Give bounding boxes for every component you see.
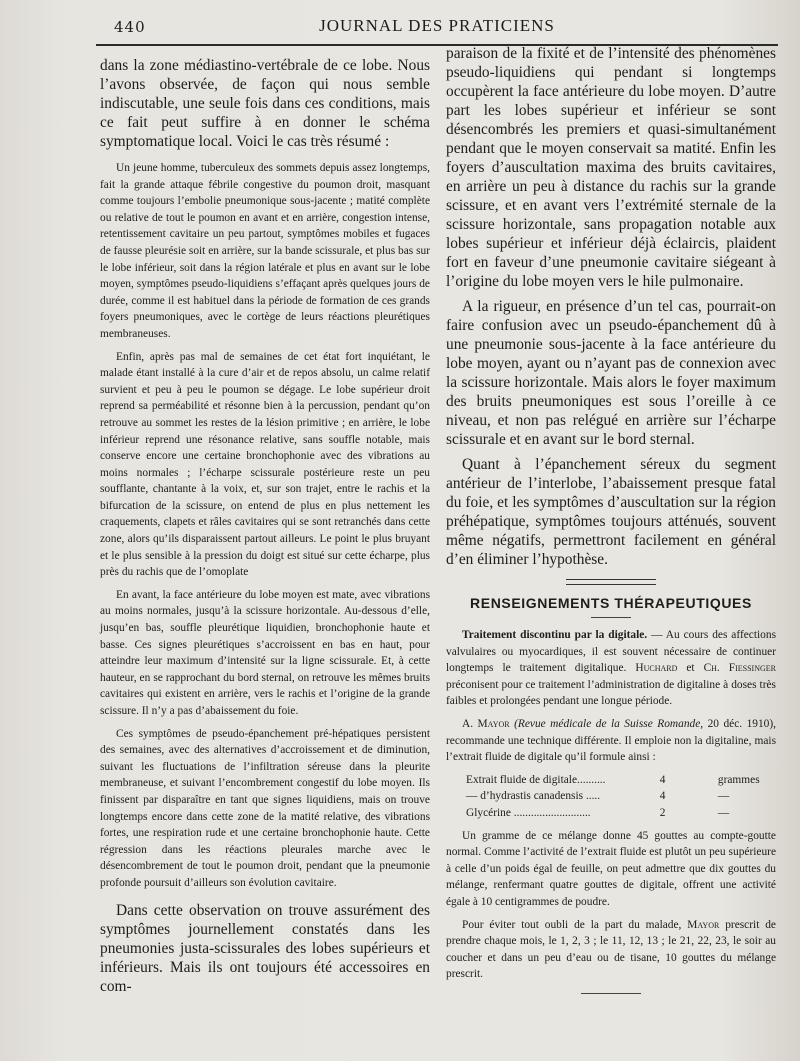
page-number: 440 [114,18,146,36]
formula-row: Extrait fluide de digitale.......... 4 grammes [466,773,760,786]
journal-reference: (Revue médicale de la Suisse Romande, [509,717,704,730]
right-paragraph-1: paraison de la fixité et de l’intensité des phénomènes pseudo-liquidiens qui pendant si longtemps occupèrent la face antérieure du lobe moyen. D’autre part les lobes supérieur et inférieur se sont désencombrés les premiers et quasi-simultanément pendant que le moyen conservait sa matité. Enfin les foyers d’auscultation maxima des bruits cavitaires, en arrière un peu à distance du rachis sur la grande scissure, et en avant vers l’extrémité sternale de la scissure horizontale, sans propagation notable aux lobes supérieur et inférieur déjà éclaircis, plaident fort en faveur d’une pneumonie cavitaire siégeant à l’origine du lobe moyen vers le hile pulmonaire. [446,45,776,290]
author-fiessinger: Ch. Fiessinger [703,662,776,675]
therapeutic-note-1: Traitement discontinu par la digitale. — Au cours des affections valvulaires ou myocardiques, il est souvent nécessaire de continuer longtemps le traitement digitalique. Huchard et Ch. Fiessinger préconisent pour ce traitement l’administration de digitaline à doses très faibles et prolongées pendant une longue période. [446,629,776,708]
therapeutic-note-heading: Traitement discontinu par la digitale. [462,629,648,641]
section-divider [566,579,656,585]
therapeutic-note-4: Pour éviter tout oubli de la part du malade, Mayor prescrit de prendre chaque mois, le 1, 2, 3 ; le 11, 12, 13 ; le 21, 22, 23, le soir au coucher et dans un peu d’eau ou de tisane, 10 gouttes du mélange prescrit. [446,918,776,981]
case-summary-paragraph-4: Ces symptômes de pseudo-épanchement pré-hépatiques persistent des semaines, avec des alternatives d’accroissement et de diminution, suivant les fluctuations de l’infiltration séreuse dans la pleurite membraneuse, et suivant l’encombrement congestif du lobe moyen. Ils finissent par disparaître en tant que signes liquidiens, mais on trouve longtemps encore dans cette zone de la matité relative, des vibrations fortes, une respiration rude et une certaine bronchophonie haute. Cette régression dans les réactions pleurales marche avec le désencombrement de tout le poumon droit, pendant que la pneumonie profonde poursuit d’ailleurs son évolution cavitaire. [100,727,430,889]
author-huchard: Huchard [635,662,678,675]
page-header [96,16,778,46]
formula-row: — d’hydrastis canadensis ..... 4 — [466,790,730,803]
right-paragraph-3: Quant à l’épanchement séreux du segment antérieur de l’interlobe, l’abaissement presque fatal du foie, et les symptômes d’auscultation sur la région préhépatique, symptômes toujours atténués, souvent même négatifs, permettront facilement en général d’en éliminer l’hypothèse. [446,456,776,568]
author-mayor: Mayor [687,918,720,931]
left-paragraph-conclusion: Dans cette observation on trouve assurément des symptômes journellement constatés dans les pneumonies justa-scissurales des lobes supérieurs et inférieurs. Mais ils ont toujours été accessoires en com- [100,901,430,995]
right-paragraph-2: A la rigueur, en présence d’un tel cas, pourrait-on faire confusion avec un pseudo-épanchement dû à une pneumonie sous-jacente à la face antérieure du lobe moyen, ayant ou n’ayant pas de connexion avec la scissure horizontale. Mais alors le foyer maximum des bruits pneumoniques est sous l’oreille à ce niveau, et non pas relégué en arrière sur l’écharpe scissurale et en avant sur le bord sternal. [446,298,776,448]
journal-title: JOURNAL DES PRATICIENS [319,16,555,35]
author-mayor: Mayor [477,717,510,730]
case-summary-paragraph-1: Un jeune homme, tuberculeux des sommets depuis assez longtemps, fait la grande attaque fébrile congestive du poumon droit, masquant comme toujours l’embolie pneumonique sous-jacente ; matité complète ou relative de tout le poumon en avant et en arrière, congestion intense, retentissement cavitaire un peu partout, symptômes mobiles et fugaces de fausse pleurésie soit en arrière, sur la bande scissurale, et plus bas sur le lobe inférieur, soit dans la région latérale et plus en avant sur le lobe moyen, symptômes pseudo-liquidiens s’effaçant après quelques jours de durée, comme il est habituel dans la période de formation de ces grands foyers pneumoniques, avec le cortège de leurs réactions pleurétiques membraneuses. [100,162,430,340]
therapeutic-note-3: Un gramme de ce mélange donne 45 gouttes au compte-goutte normal. Comme l’activité de l’extrait fluide est plutôt un peu supérieure à celle d’un poids égal de feuille, on peut admettre que dix gouttes du mélange, renfermant quatre gouttes de digitale, offrent une activité égale à 10 centigrammes de poudre. [446,829,776,908]
end-rule [581,993,641,994]
formula-table [466,772,776,822]
left-paragraph-1: dans la zone médiastino-vertébrale de ce lobe. Nous l’avons observée, de façon qui nous semble indiscutable, une seule fois dans ces conditions, mais ce fait peut suffire à en donner le schéma symptomatique local. Voici le cas très résumé : [100,57,430,150]
section-title: RENSEIGNEMENTS THÉRAPEUTIQUES [470,595,752,611]
therapeutic-note-2: A. Mayor (Revue médicale de la Suisse Romande, 20 déc. 1910), recommande une technique différente. Il emploie non la digitaline, mais l’extrait fluide de digitale qu’il formule ainsi : [446,717,776,764]
right-column [446,44,776,994]
left-column [100,56,430,996]
section-title-rule [591,617,631,618]
formula-row: Glycérine ........................... 2 — [466,806,730,819]
case-summary-paragraph-2: Enfin, après pas mal de semaines de cet état fort inquiétant, le malade étant installé à la cure d’air et de repos absolu, un calme relatif survient et peu à peu le poumon se dégage. Le lobe supérieur droit reprend sa perméabilité et résonne bien à la percussion, pendant qu’on retrouve au sommet les restes de la lésion primitive ; en arrière, le lobe inférieur reprend une résonance relative, sans souffle notable, mais conserve encore une certaine bronchophonie avec des vibrations au moins normales ; l’écharpe scissurale postérieure reste un peu soufflante, chantante à la voix, et, sur son trajet, entre le rachis et la bifurcation de la scissure, on entend de plus en plus nettement les craquements, clapets et râles cavitaires qui se sont retranchés dans cette zone, alors qu’ils disparaissent partout ailleurs. Le point le plus bruyant et le plus sensible à la pression du doigt est situé sur cette écharpe, plus près du rachis que de l’omoplate [100,350,430,579]
case-summary-paragraph-3: En avant, la face antérieure du lobe moyen est mate, avec vibrations au moins normales, jusqu’à la scissure horizontale. Au-dessous d’elle, jusqu’en bas, souffle pleurétique liquidien, bronchophonie haute et basse. Ces signes pleurétiques s’accroissent en bas en haut, pour atteindre leur maximum d’intensité sur la ligne scissurale. Et, à cette hauteur, en se rapprochant du bord sternal, on retrouve les mêmes bruits cavitaires qui existent en arrière, vers le rachis et l’origine de la grande scissure. Il n’y a pas d’abaissement du foie. [100,588,430,717]
